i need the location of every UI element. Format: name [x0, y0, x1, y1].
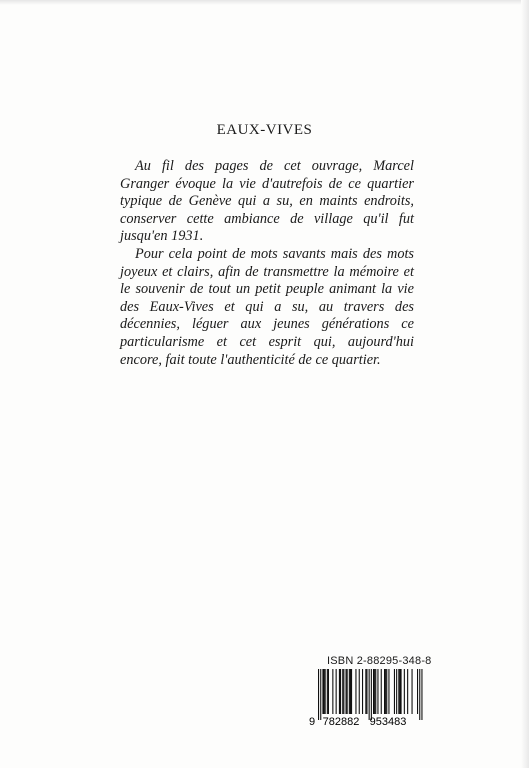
barcode-bar	[369, 669, 370, 720]
barcode-bar	[384, 669, 385, 714]
blurb-text	[120, 158, 414, 369]
barcode-bar	[374, 669, 375, 714]
barcode-bar	[322, 669, 323, 714]
barcode-right-digits: 953483	[369, 716, 407, 727]
barcode-bar	[371, 669, 372, 720]
blurb-paragraph-2: Pour cela point de mots savants mais des mots joyeux et clairs, afin de transmettre la mémoire et le souvenir de tout un petit peuple animant la vie des Eaux-Vives et qui a su, au travers des décennies, léguer aux jeunes générations ce particularisme et cet esprit qui, aujourd'hui encore, fait toute l'authenticité de ce quartier.	[120, 245, 414, 368]
barcode-bar	[347, 669, 348, 714]
barcode-bars	[318, 669, 423, 720]
barcode-bar	[401, 669, 402, 714]
barcode-bar	[325, 669, 326, 714]
barcode-bar	[381, 669, 382, 714]
barcode-bar	[396, 669, 397, 714]
barcode-bar	[355, 669, 356, 714]
barcode-bar	[318, 669, 319, 720]
barcode-bar	[417, 669, 418, 714]
barcode-bar	[375, 669, 376, 714]
barcode-bar	[342, 669, 343, 714]
isbn-barcode-block	[306, 655, 430, 727]
barcode-bar	[346, 669, 347, 714]
barcode-bar	[349, 669, 350, 714]
barcode-bar	[421, 669, 422, 720]
barcode-bar	[362, 669, 363, 714]
barcode-bar	[340, 669, 341, 714]
barcode-bar	[366, 669, 367, 714]
page-right-shadow	[521, 0, 529, 768]
barcode-bar	[327, 669, 328, 714]
barcode-bar	[394, 669, 395, 714]
page-top-shadow	[0, 0, 529, 5]
barcode-left-digits: 782882	[322, 716, 360, 727]
barcode-bar	[339, 669, 340, 714]
barcode-bar	[328, 669, 329, 714]
barcode-bar	[365, 669, 366, 714]
barcode-bar	[404, 669, 405, 714]
blurb-paragraph-1: Au fil des pages de cet ouvrage, Marcel Granger évoque la vie d'autrefois de ce quartier typique de Genève qui a su, en maints endroits, conserver cette ambiance de village qu'il fut jusqu'en 1931.	[120, 158, 414, 245]
barcode-bar	[386, 669, 387, 714]
barcode-bar	[377, 669, 378, 714]
barcode-bar	[419, 669, 420, 720]
isbn-label: ISBN 2-88295-348-8	[327, 655, 432, 667]
barcode-bar	[398, 669, 399, 714]
cover-title: EAUX-VIVES	[216, 122, 313, 138]
barcode-bar	[359, 669, 360, 714]
barcode-bar	[407, 669, 408, 714]
barcode-bar	[343, 669, 344, 714]
barcode-bar	[399, 669, 400, 714]
barcode-bar	[388, 669, 389, 714]
barcode-bar	[324, 669, 325, 714]
barcode-bar	[336, 669, 337, 714]
barcode-bar	[373, 669, 374, 714]
ean13-barcode	[306, 669, 430, 727]
barcode-bar	[412, 669, 413, 714]
barcode-bar	[385, 669, 386, 714]
barcode-bar	[332, 669, 333, 714]
barcode-bar	[350, 669, 351, 714]
barcode-bar	[351, 669, 352, 714]
barcode-bar	[320, 669, 321, 720]
barcode-first-digit: 9	[309, 716, 316, 727]
